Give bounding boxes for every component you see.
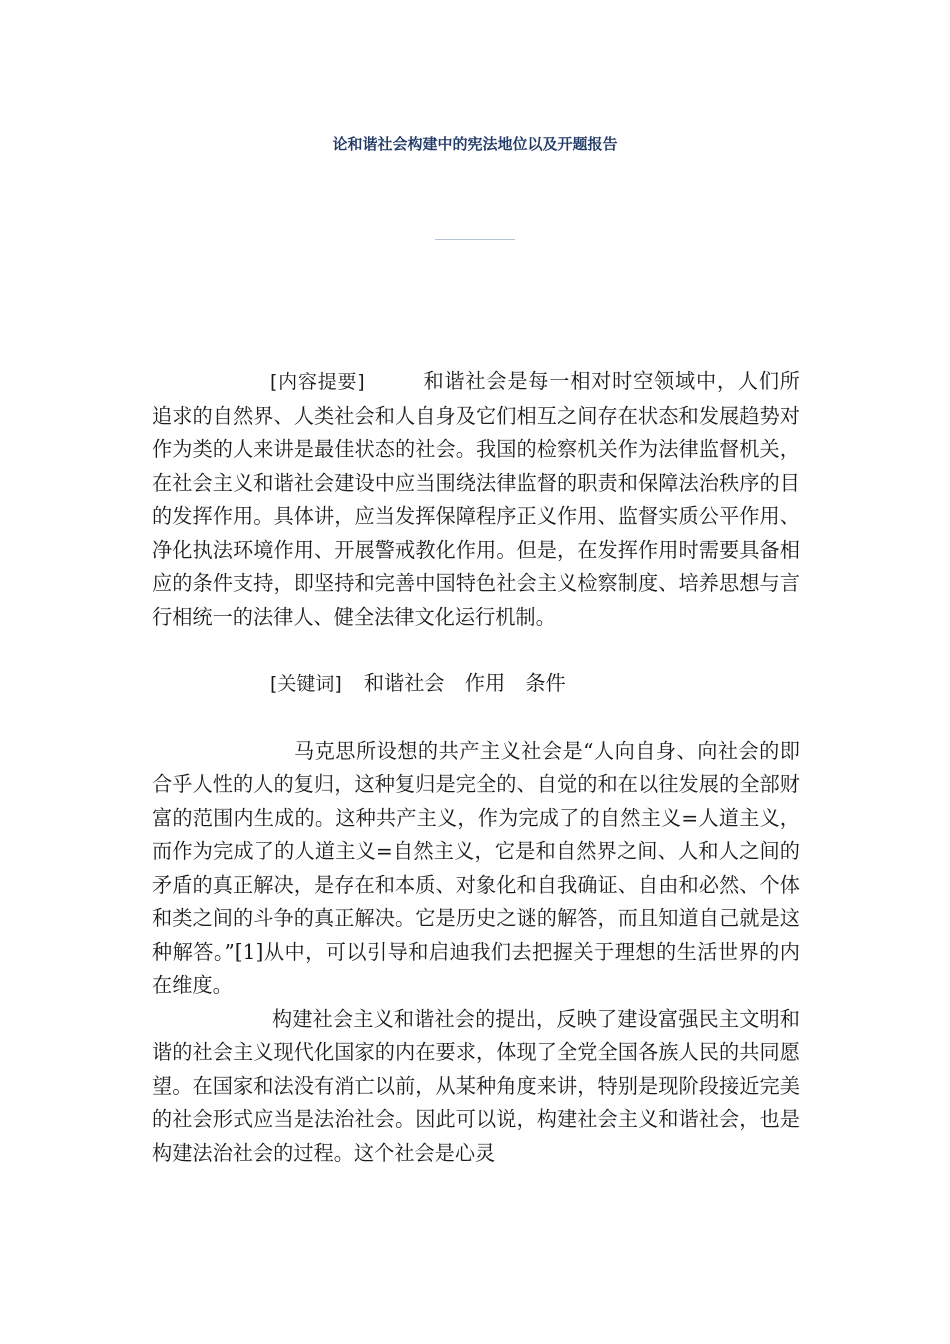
abstract-paragraph: [152, 365, 800, 634]
title-divider: [435, 239, 515, 240]
body-paragraph: 构建社会主义和谐社会的提出，反映了建设富强民主文明和谐的社会主义现代化国家的内在要求，体现了全党全国各族人民的共同愿望。在国家和法没有消亡以前，从某种角度来讲，特别是现阶段接近完美的社会形式应当是法治社会。因此可以说，构建社会主义和谐社会，也是构建法治社会的过程。这个社会是心灵: [152, 1006, 800, 1165]
keywords-label: [关键词]: [270, 673, 342, 695]
document-title: 论和谐社会构建中的宪法地位以及开题报告: [332, 135, 618, 153]
spacer: [152, 702, 800, 735]
abstract-label: [内容提要]: [270, 371, 365, 393]
body-paragraph: 马克思所设想的共产主义社会是“人向自身、向社会的即合乎人性的人的复归，这种复归是完全的、自觉的和在以往发展的全部财富的范围内生成的。这种共产主义，作为完成了的自然主义=人道主义，而作为完成了的人道主义=自然主义，它是和自然界之间、人和人之间的矛盾的真正解决，是存在和本质、对象化和自我确证、自由和必然、个体和类之间的斗争的真正解决。它是历史之谜的解答，而且知道自己就是这种解答。”[1]从中，可以引导和启迪我们去把握关于理想的生活世界的内在维度。: [152, 738, 800, 997]
keywords-text: 和谐社会 作用 条件: [363, 671, 566, 695]
spacer: [152, 634, 800, 667]
keywords-line: [152, 667, 800, 702]
abstract-text: 和谐社会是每一相对时空领域中，人们所追求的自然界、人类社会和人自身及它们相互之间存在状态和发展趋势对作为类的人来讲是最佳状态的社会。我国的检察机关作为法律监督机关，在社会主义和谐社会建设中应当围绕法律监督的职责和保障法治秩序的目的发挥作用。具体讲，应当发挥保障程序正义作用、监督实质公平作用、净化执法环境作用、开展警戒教化作用。但是，在发挥作用时需要具备相应的条件支持，即坚持和完善中国特色社会主义检察制度、培养思想与言行相统一的法律人、健全法律文化运行机制。: [152, 369, 800, 629]
document-body: [152, 365, 800, 1170]
